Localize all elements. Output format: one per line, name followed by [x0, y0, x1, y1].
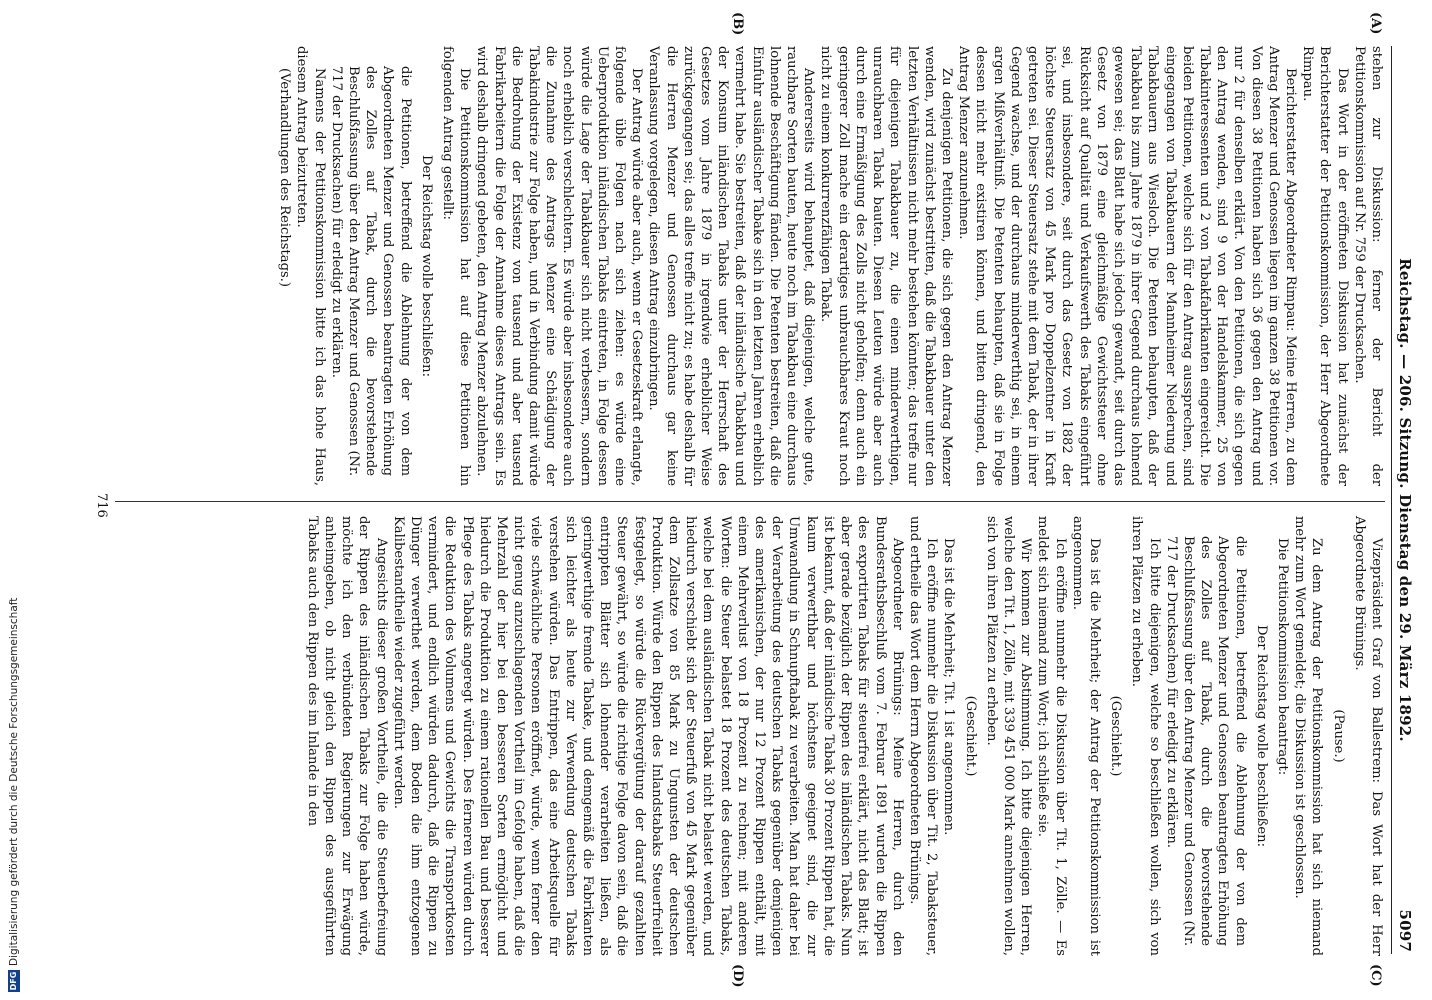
resolution-text: die Petitionen, betreffend die Ablehnung der von dem Abgeordneten Menzer und Genossen beantragten Erhöhung des Zolles auf Tabak, durch die bevorstehende Beschlußfassung über den Antrag Menzer und Genossen (Nr. 717 der Drucksachen) für erledigt zu erklären.: [328, 66, 413, 476]
margin-letter-b: (B): [730, 12, 745, 36]
paragraph: Zu dem Antrag der Petitionskommission hat sich niemand mehr zum Wort gemeldet; die Diskussion ist geschlossen.: [1292, 516, 1325, 956]
speech-ballestrem: Vizepräsident Graf von Ballestrem: Das Wort hat der Herr Abgeordnete Brünings.: [1351, 516, 1384, 956]
speech-rimpau: Berichterstatter Abgeordneter Rimpau: Meine Herren, zu dem Antrag Menzer und Genossen liegen im ganzen 38 Petitionen vor. Von diesen 38 Petitionen haben sich 36 gegen den Antrag und nur 2 für denselben erklärt. Von den Petitionen, die sich gegen den Antrag wenden, sind 9 von der Handelskammer, 25 von Tabakinteressenten und 2 von Tabakfabrikanten eingereicht. Die beiden Petitionen, welche sich für den Antrag aussprechen, sind eingegangen von Tabakbauern der Mannheimer Niederung und Tabakbauern aus Wiesloch. Die Petenten behaupten, daß der Tabakbau bis zum Jahre 1879 in ihrer Gegend durchaus lohnend gewesen sei; das Blatt habe sich jedoch gewandt, seit durch das Gesetz von 1879 eine gleichmäßige Gewichtssteuer ohne Rücksicht auf Qualität und Verkaufswerth des Tabaks eingeführt sei, und insbesondere, seit durch das Gesetz von 1882 der höchste Steuersatz von 45 Mark pro Doppelzentner in Kraft getreten sei. Dieser Steuersatz stehe mit dem Tabak, der in ihrer Gegend wachse, und der durchaus minderwerthig sei, in einem argen Mißverhältniß. Die Petenten behaupten, daß sie in Folge dessen nicht mehr existiren können, und bitten dringend, den Antrag Menzer anzunehmen.: [956, 46, 1298, 486]
source-note: (Verhandlungen des Reichstags.): [277, 68, 293, 287]
paragraph: Die Petitionskommission beantragt:: [1274, 538, 1290, 776]
digitization-credit-text: Digitalisierung gefördert durch die Deutsche Forschungsgemeinschaft: [8, 597, 20, 966]
paragraph: Ich eröffne nunmehr die Diskussion über Tit. 2, Tabaksteuer, und ertheile das Wort dem Herrn Abgeordneten Brünings.: [906, 516, 940, 956]
paragraph: stehen zur Diskussion: ferner der Bericht der Petitionskommission auf Nr. 759 der Drucksachen.: [1351, 46, 1384, 486]
dfg-logo: DFG: [9, 971, 18, 991]
paragraph: Wir kommen zur Abstimmung. Ich bitte diejenigen Herren, welche den Tit. 1, Zölle, mit 339 451 000 Mark annehmen wollen, sich von ihren Plätzen zu erheben.: [983, 516, 1034, 956]
right-column: [304, 516, 1385, 956]
sheet-number: 716: [94, 493, 109, 518]
text-columns: [85, 12, 1385, 988]
resolution-heading: Der Reichstag wolle beschließen:: [418, 154, 434, 378]
margin-letter-c: (C): [1368, 964, 1383, 987]
stage-direction: (Geschieht.): [962, 695, 978, 777]
digitization-credit: [8, 598, 20, 992]
resolution-heading: Der Reichstag wolle beschließen:: [1253, 624, 1269, 848]
paragraph: Zu denjenigen Petitionen, die sich gegen den Antrag Menzer wenden, wird zunächst bestritten, daß die Tabakbauer unter den letzten Verhältnissen nicht mehr bestehen könnten; das treffe nur für diejenigen Tabakbauer zu, die einen minderwerthigen, unrauchbaren Tabak bauten. Diesen Leuten würde aber auch durch eine Ermäßigung des Zolls nicht geholfen; denn auch ein geringerer Zoll mache ein derartiges unbrauchbares Kraut noch nicht zu einem konkurrenzfähigen Tabak.: [818, 46, 954, 486]
running-head: [1391, 46, 1414, 954]
page-number: 5097: [1396, 909, 1414, 952]
resolution-text: die Petitionen, betreffend die Ablehnung der von dem Abgeordneten Menzer und Genossen beantragten Erhöhung des Zolles auf Tabak, durch die bevorstehende Beschlußfassung über den Antrag Menzer und Genossen (Nr. 717 der Drucksachen) für erledigt zu erklären.: [1163, 536, 1248, 946]
stage-direction: (Pause.): [1330, 709, 1346, 763]
speech-bruenings: Abgeordneter Brünings: Meine Herren, durch den Bundesrathsbeschluß vom 7. Februar 1891 wurden die Rippen des exportirten Tabaks für steuerfrei erklärt, nicht das Blatt; ist aber gerade bezüglich der Rippen des inländischen Tabaks. Nun ist bekannt, daß der inländische Tabak 30 Prozent Rippen hat, die kaum verwerthbar und höchstens geeignet sind, die zur Umwandlung in Schnupftabak zu verarbeiten. Man hat daher bei der Verarbeitung des deutschen Tabaks gegenüber demjenigen des amerikanischen, der nur 12 Prozent Rippen enthält, mit einem Mehrverlust von 18 Prozent zu rechnen; mit anderen Worten: die Steuer belastet 18 Prozent des deutschen Tabaks, welche bei dem ausländischen Tabak nicht belastet werden, und hiedurch verschiebt sich der Steuerfuß von 45 Mark gegenüber dem Zollsatze von 85 Mark zu Ungunsten der deutschen Produktion. Würde den Rippen des Inlandstabaks Steuerfreiheit festgelegt, so würde die Rückvergütung der darauf gezahlten Steuer gewährt, so würde die richtige Folge davon sein, daß die entrippten Blätter sich lohnender verarbeiten ließen, als geringwerthige fremde Tabake, und demgemäß die Fabrikanten sich leichter als heute zur Verwendung deutschen Tabaks verstehen würden. Das Entrippen, das eine Arbeitsquelle für viele schwächliche Personen eröffnet, würde, wenn ferner den nicht genug anzuschlagenden Vortheil im Gefolge haben, daß die Mehrzahl der hier bei den besseren Sorten ermöglicht und hiedurch die Produktion zu einem rationellen Bau und besserer Pflege des Tabaks angeregt würden. Des ferneren würden durch die Reduktion des Volumens und Gewichts die Transportkosten vermindert, und endlich würden dadurch, daß die Rippen zu Dünger verwerthet werden, dem Boden die ihm entzogenen Kalibestandtheile wieder zugeführt werden.: [390, 516, 905, 956]
paragraph: Das ist die Mehrheit; Tit. 1 ist angenommen.: [941, 538, 957, 836]
paragraph: Das ist die Mehrheit; der Antrag der Petitionskommission ist angenommen.: [1069, 516, 1102, 956]
paragraph: Die Petitionskommission hat auf diese Petitionen hin folgenden Antrag gestellt:: [440, 46, 473, 486]
paragraph: Angesichts dieser großen Vortheile, die die Steuerbefreiung der Rippen des inländischen Tabaks zur Folge haben würde, möchte ich den verbündeten Regierungen zur Erwägung anheimgeben, ob nicht gleich den Rippen des ausgeführten Tabaks auch den Rippen des im Inlande in den: [304, 516, 389, 956]
margin-letter-a: (A): [1368, 12, 1383, 35]
paragraph: Das Wort in der eröffneten Diskussion hat zunächst der Berichterstatter der Petitionskommission, der Herr Abgeordnete Rimpau.: [1300, 46, 1350, 486]
paragraph: Ich bitte diejenigen, welche so beschließen wollen, sich von ihren Plätzen zu erheben.: [1129, 516, 1162, 956]
paragraph: Ich eröffne nunmehr die Diskussion über Tit. 1, Zölle. — Es meldet sich niemand zum Wort; ich schließe sie.: [1035, 516, 1068, 956]
page-header-title: Reichstag. — 206. Sitzung. Dienstag den 29. März 1892.: [1396, 258, 1414, 742]
paragraph: Andererseits wird behauptet, daß diejenigen, welche gute, rauchbare Sorten bauten, heute noch im Tabakbau eine durchaus lohnende Beschäftigung fänden. Die Petenten bestreiten, daß die Einfuhr ausländischer Tabake sich in den letzten Jahren erheblich vermehrt habe. Sie bestreiten, daß der inländische Tabakbau und der Konsum inländischen Tabaks unter der Herrschaft des Gesetzes vom Jahre 1879 in irgendwie erheblicher Weise zurückgegangen sei; das alles treffe nicht zu; es habe deshalb für die Herren Menzer und Genossen durchaus gar keine Veranlassung vorgelegen, diesen Antrag einzubringen.: [646, 46, 817, 486]
column-divider: [115, 501, 1385, 502]
margin-letter-d: (D): [730, 964, 745, 988]
left-column: [276, 46, 1385, 486]
paragraph: Namens der Petitionskommission bitte ich das hohe Haus, diesem Antrag beizutreten.: [294, 46, 327, 486]
stage-direction: (Geschieht.): [1108, 695, 1124, 777]
paragraph: Der Antrag würde aber auch, wenn er Gesetzeskraft erlangte, folgende üble Folgen nach sich ziehen: es würde eine Ueberproduktion inländischen Tabaks eintreten, in Folge dessen würde die Lage der Tabakbauer sich nicht verbessern, sondern noch erheblich verschlechtern. Es würde aber insbesondere auch die Zunahme des Antrags Menzer eine Schädigung der Tabakindustrie zur Folge haben, und in Verbindung damit würde die Bedrohung der Existenz von tausend und aber tausend Fabrikarbeitern die Folge der Annahme dieses Antrags sein. Es wird deshalb dringend gebeten, den Antrag Menzer abzulehnen.: [474, 46, 645, 486]
